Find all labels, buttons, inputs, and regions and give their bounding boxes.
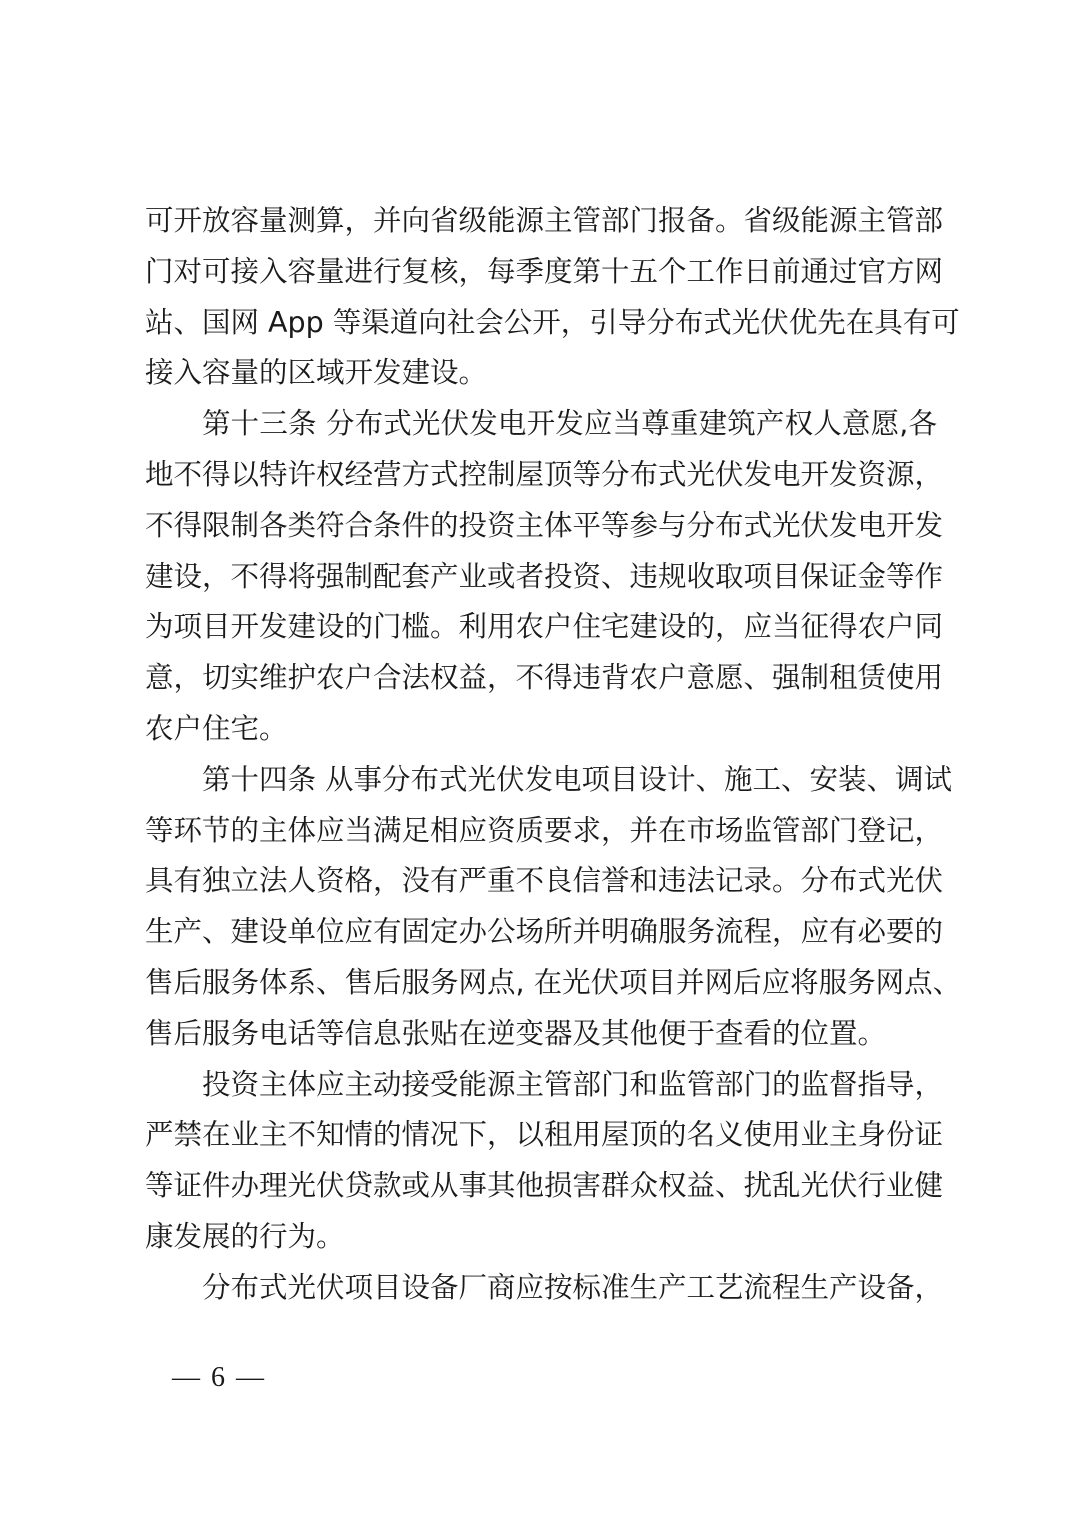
text-line: 等环节的主体应当满足相应资质要求，并在市场监管部门登记， [145, 813, 944, 847]
text-line: 售后服务电话等信息张贴在逆变器及其他便于查看的位置。 [145, 1016, 887, 1050]
text-line: 等证件办理光伏贷款或从事其他损害群众权益、扰乱光伏行业健 [145, 1169, 944, 1203]
text-line: 第十四条 从事分布式光伏发电项目设计、施工、安装、调试 [202, 762, 953, 796]
text-line: 不得限制各类符合条件的投资主体平等参与分布式光伏发电开发 [145, 508, 944, 542]
text-line: 第十三条 分布式光伏发电开发应当尊重建筑产权人意愿,各 [202, 407, 937, 441]
text-line: 为项目开发建设的门槛。利用农户住宅建设的，应当征得农户同 [145, 610, 944, 644]
text-line: 售后服务体系、售后服务网点, 在光伏项目并网后应将服务网点、 [145, 965, 962, 999]
text-line: 投资主体应主动接受能源主管部门和监管部门的监督指导， [202, 1067, 944, 1101]
paragraph [145, 1060, 944, 1263]
text-line: 建设，不得将强制配套产业或者投资、违规收取项目保证金等作 [145, 559, 944, 593]
text-line: 分布式光伏项目设备厂商应按标准生产工艺流程生产设备， [202, 1270, 944, 1304]
text-line: 意，切实维护农户合法权益，不得违背农户意愿、强制租赁使用 [145, 661, 944, 695]
text-line: 严禁在业主不知情的情况下，以租用屋顶的名义使用业主身份证 [145, 1118, 944, 1152]
paragraph [145, 1263, 944, 1314]
text-line: 康发展的行为。 [145, 1219, 345, 1253]
text-line: 可开放容量测算，并向省级能源主管部门报备。省级能源主管部 [145, 204, 944, 237]
text-line: 生产、建设单位应有固定办公场所并明确服务流程，应有必要的 [145, 915, 944, 949]
text-line: 地不得以特许权经营方式控制屋顶等分布式光伏发电开发资源， [145, 457, 944, 491]
document-body [145, 196, 962, 1314]
text-line: 接入容量的区域开发建设。 [145, 356, 488, 390]
text-line: 站、国网 App 等渠道向社会公开，引导分布式光伏优先在具有可 [145, 305, 960, 339]
text-line: 具有独立法人资格，没有严重不良信誉和违法记录。分布式光伏 [145, 864, 944, 898]
page-number: — 6 — [172, 1362, 266, 1393]
text-line: 农户住宅。 [145, 711, 288, 745]
paragraph [145, 196, 960, 399]
paragraph [145, 755, 962, 1060]
text-line: 门对可接入容量进行复核，每季度第十五个工作日前通过官方网 [145, 254, 944, 288]
paragraph [145, 399, 944, 755]
